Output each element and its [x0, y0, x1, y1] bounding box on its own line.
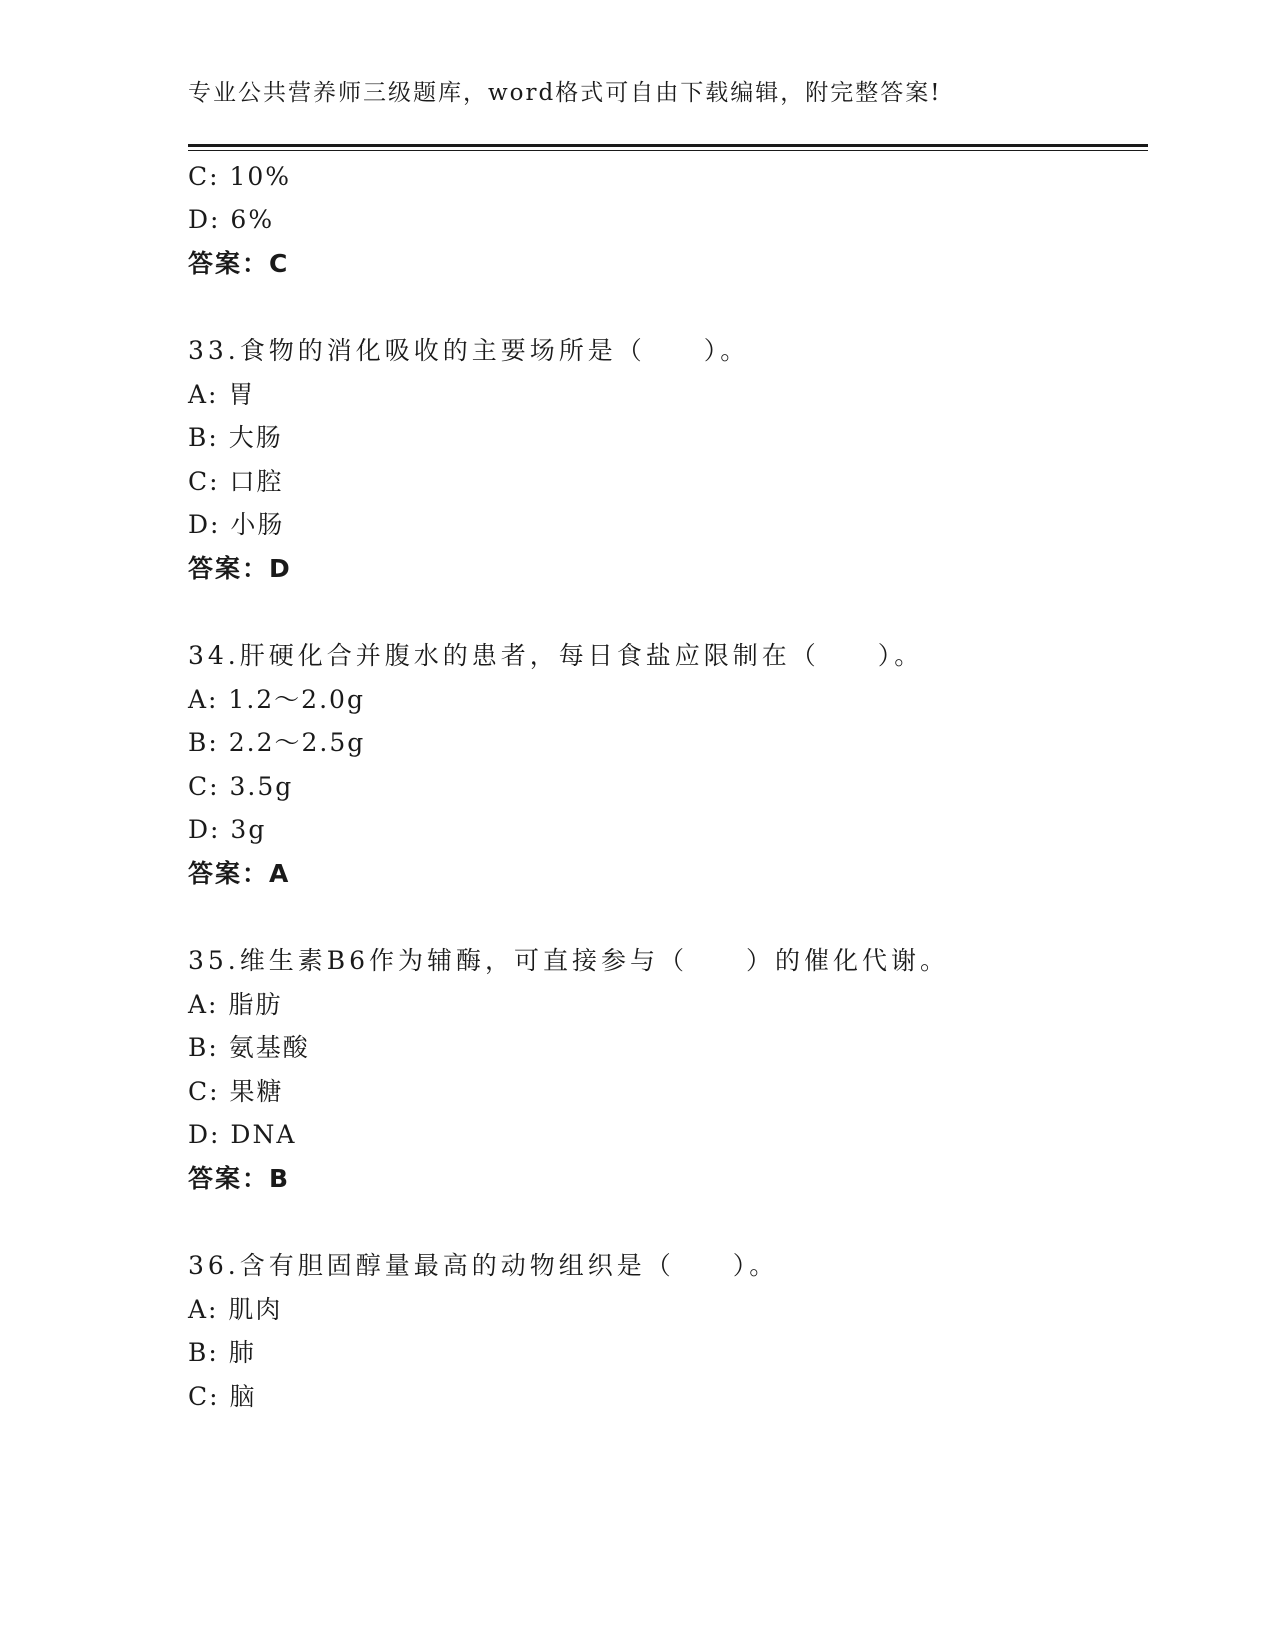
answer: 答案：C [188, 249, 290, 278]
question-stem: 35.维生素B6作为辅酶，可直接参与（ ）的催化代谢。 [188, 946, 950, 975]
option-c: C: 10% [188, 162, 292, 191]
header-rule-thick [188, 144, 1148, 147]
option-b: B: 大肠 [188, 423, 283, 452]
option-c: C: 脑 [188, 1382, 257, 1411]
option-a: A: 脂肪 [188, 990, 283, 1019]
option-b: B: 2.2～2.5g [188, 728, 366, 757]
option-a: A: 1.2～2.0g [188, 685, 365, 714]
option-b: B: 氨基酸 [188, 1033, 310, 1062]
option-b: B: 肺 [188, 1338, 256, 1367]
option-c: C: 口腔 [188, 467, 284, 496]
option-d: D: 3g [188, 815, 267, 844]
question-stem: 36.含有胆固醇量最高的动物组织是（ ）。 [188, 1251, 779, 1280]
option-d: D: 小肠 [188, 510, 285, 539]
option-c: C: 3.5g [188, 772, 294, 801]
option-c: C: 果糖 [188, 1077, 284, 1106]
option-d: D: 6% [188, 205, 275, 234]
answer: 答案：A [188, 859, 291, 888]
option-d: D: DNA [188, 1120, 297, 1149]
answer: 答案：D [188, 554, 292, 583]
option-a: A: 胃 [188, 380, 256, 409]
question-stem: 34.肝硬化合并腹水的患者，每日食盐应限制在（ ）。 [188, 641, 924, 670]
option-a: A: 肌肉 [188, 1295, 283, 1324]
answer: 答案：B [188, 1164, 291, 1193]
question-stem: 33.食物的消化吸收的主要场所是（ ）。 [188, 336, 750, 365]
page-header: 专业公共营养师三级题库，word格式可自由下载编辑，附完整答案! [188, 80, 942, 106]
header-rule-thin [188, 150, 1148, 151]
